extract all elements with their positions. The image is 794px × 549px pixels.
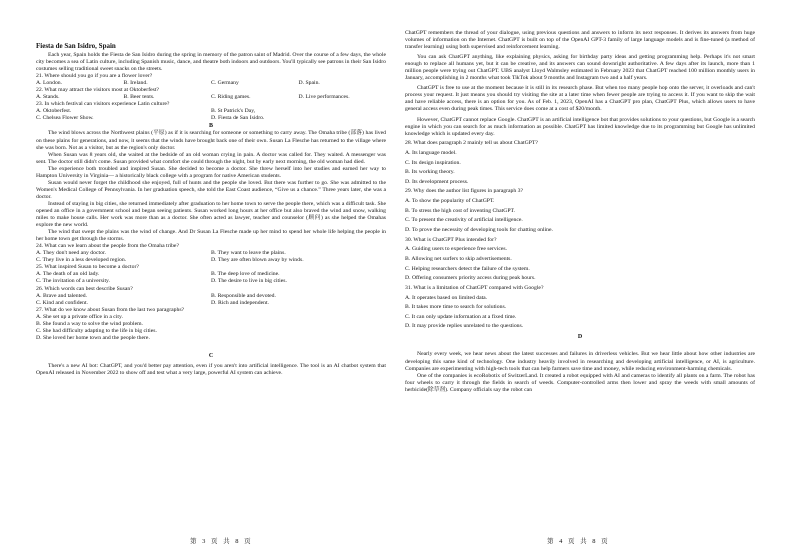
- option-d: D. It may provide replies unrelated to the questions.: [405, 323, 524, 330]
- passage-a-paragraph: Each year, Spain holds the Fiesta de San Isidro during the spring in memory of the patron saint of Madrid. Over the course of a few days, the whole city becomes a sea of Latin culture, including Spanish music, dance, and theatre both indoors and outdoors. You'll typically see patrons in their San Isidro costumes selling traditional sweet snacks on the streets.: [36, 52, 386, 73]
- passage-title: Fiesta de San Isidro, Spain: [36, 42, 116, 50]
- option-c: C. They live in a less developed region.: [36, 257, 127, 264]
- passage-c-paragraph-3: ChatGPT is free to use at the moment because it is still in its research phase. But when too many people hop onto the server, it overloads and can't process your request. It just means you should try visiting the site at a later time when fewer people are trying to access it. If you want to skip the wait and have reliable access, there is an option for you. As of Feb. 1, 2023, OpenAI has a ChatGPT pro plan, ChatGPT Plus, which allows users to have general access even during peak times. This service does come at a cost of $20/month.: [405, 85, 755, 113]
- question-21: [36, 73, 386, 87]
- option-a: A. They don't need any doctor.: [36, 250, 106, 257]
- passage-c-paragraph-4: However, ChatGPT cannot replace Google. ChatGPT is an artificial intelligence bot that provides solutions to your questions, but Google is a search engine in which you can search for as much information as possible. ChatGPT has limited knowledge due to its programming but Google has unlimited knowledge which is updated every day.: [405, 116, 755, 137]
- option-b: B. Ireland.: [123, 80, 148, 87]
- question-stem: 29. Why does the author list figures in paragraph 3?: [405, 188, 524, 195]
- question-22: [36, 87, 386, 101]
- page-footer: 第 3 页 共 8 页: [190, 538, 253, 545]
- question-stem: 23. In which festival can visitors experience Latin culture?: [36, 101, 170, 108]
- option-b: B. Its working theory.: [405, 169, 455, 176]
- question-29: [405, 188, 755, 234]
- option-c: C. Kind and confident.: [36, 299, 88, 306]
- question-stem: 26. Which words can best describe Susan?: [36, 285, 133, 292]
- section-d-heading: D: [577, 334, 583, 341]
- question-25: [36, 264, 386, 285]
- right-column: [405, 30, 755, 394]
- passage-b-paragraph-6: The wind that swept the plains was the wind of change. And Dr Susan La Flesche made up her mind to spend her whole life helping the people in her home town get through the storms.: [36, 229, 386, 243]
- question-stem: 27. What do we know about Susan from the last two paragraphs?: [36, 306, 185, 313]
- option-d: D. They are often blown away by winds.: [211, 257, 304, 264]
- option-c: C. She had difficulty adapting to the life in big cities.: [36, 327, 157, 334]
- question-stem: 22. What may attract the visitors most at Oktoberfest?: [36, 87, 159, 94]
- question-stem: 25. What inspired Susan to become a doctor?: [36, 264, 139, 271]
- passage-b-paragraph-4: Susan would never forget the childhood she enjoyed, full of hunts and the people she loved. But there was further to go. She was admitted to the Women's Medical College of Pennsylvania. In her graduation speech, she told the East Coast audience, “Give us a chance.” Three years later, she was a doctor.: [36, 179, 386, 200]
- option-c: C. Chelsea Flower Show.: [36, 115, 94, 122]
- option-a: A. Guiding users to experience free services.: [405, 246, 508, 253]
- passage-b-paragraph-2: When Susan was 8 years old, she waited at the bedside of an old woman crying in pain. A doctor was called for. They waited. A messenger was sent. The doctor still didn't come. Susan provided what comfort she could through the night, but by early next morning, the old woman had died.: [36, 151, 386, 165]
- option-d: D. Rich and independent.: [211, 299, 269, 306]
- page-footer: 第 4 页 共 8 页: [547, 538, 610, 545]
- option-c: C. Germany: [211, 80, 239, 87]
- option-b: B. To stress the high cost of inventing ChatGPT.: [405, 207, 515, 214]
- question-24: [36, 243, 386, 264]
- option-b: B. It takes more time to search for solutions.: [405, 304, 507, 311]
- option-a: A. The death of an old lady.: [36, 271, 100, 278]
- passage-b-paragraph-1: The wind blows across the Northwest plains (平原) as if it is searching for someone or something to carry away. The Omaha tribe (部落) has lived on these plains for generations, and now, it seems that the winds have brought back one of their own. Susan La Flesche has returned to the village where she was born. Not as a visitor, but as the region's only doctor.: [36, 130, 386, 151]
- question-28: [405, 140, 755, 186]
- passage-d-paragraph-2: One of the companies is ecoRobotix of SwitzerLand. It created a robot equipped with AI and cameras to identify all plants on a farm. The robot has four wheels to carry it through the fields in search of weeds. Computer-controlled arms then lower and spray the weeds with small amounts of herbicide(除草剂). Company officials say the robot can: [405, 372, 755, 393]
- passage-d-paragraph-1: Nearly every week, we hear news about the latest successes and failures in driverless vehicles. But we hear little about how other industries are developing this same kind of technology. One industry heavily involved in researching and developing artificial intelligence, or AI, is agriculture. Companies are experimenting with high-tech tools that can help farmers save time and money, while reducing environment-harming chemicals.: [405, 351, 755, 372]
- option-b: B. The deep love of medicine.: [211, 271, 280, 278]
- option-d: D. The desire to live in big cities.: [211, 278, 287, 285]
- question-23: [36, 101, 386, 122]
- option-d: D. Offering consumers priority access during peak hours.: [405, 275, 536, 282]
- option-c: C. It can only update information at a fixed time.: [405, 313, 517, 320]
- option-a: A. Brave and talented.: [36, 292, 88, 299]
- option-c: C. Riding games.: [211, 94, 251, 101]
- section-b-heading: B: [208, 123, 213, 130]
- option-b: B. They want to leave the plains.: [211, 250, 286, 257]
- option-c: C. To present the creativity of artificial intelligence.: [405, 217, 523, 224]
- option-a: A. It operates based on limited data.: [405, 294, 488, 301]
- option-b: B. She found a way to solve the wind problem.: [36, 320, 143, 327]
- question-27: [36, 307, 386, 342]
- question-stem: 31. What is a limitation of ChatGPT compared with Google?: [405, 284, 544, 291]
- option-a: A. London.: [36, 80, 63, 87]
- option-b: B. Responsible and devoted.: [211, 292, 276, 299]
- question-31: [405, 285, 755, 331]
- right-page: [397, 0, 794, 549]
- option-d: D. Its development process.: [405, 178, 469, 185]
- option-a: A. Stands.: [36, 94, 60, 101]
- option-b: B. Beer tents.: [123, 94, 155, 101]
- question-stem: 30. What is ChatGPT Plus intended for?: [405, 236, 497, 243]
- option-d: D. She loved her home town and the people there.: [36, 334, 150, 341]
- option-d: D. Live performances.: [298, 94, 350, 101]
- question-stem: 28. What does paragraph 2 mainly tell us about ChatGPT?: [405, 140, 538, 147]
- option-b: B. St Patrick's Day,: [211, 108, 256, 115]
- option-a: A. Oktoberfest.: [36, 108, 72, 115]
- passage-b-paragraph-3: The experience both troubled and inspired Susan. She decided to become a doctor. She threw herself into her studies and earned her way to Hampton University in Virginia— a historically black college with a program for native American students.: [36, 165, 386, 179]
- option-c: C. Its design inspiration.: [405, 159, 461, 166]
- question-stem: 24. What can we learn about the people from the Omaha tribe?: [36, 243, 179, 250]
- passage-c-intro: There's a new AI bot: ChatGPT, and you'd better pay attention, even if you aren't into artificial intelligence. The tool is an AI chatbot system that OpenAI released in November 2022 to show off and test what a very large, powerful AI system can achieve.: [36, 362, 386, 376]
- passage-b-paragraph-5: Instead of staying in big cities, she returned immediately after graduation to her home town to serve the people there, which was a difficult task. She opened an office in a government school and began seeing patients. Susan worked long hours at her office but also braved the wind and snow, walking miles to make house calls. Her work was more than as a doctor. She often acted as lawyer, teacher and counselor (顾问) as she helped the Omahas explore the new world.: [36, 200, 386, 229]
- question-26: [36, 286, 386, 307]
- option-d: D. Fiesta de San Isidro.: [211, 115, 265, 122]
- option-d: D. Spain.: [298, 80, 320, 87]
- option-b: B. Allowing net surfers to skip advertisements.: [405, 255, 512, 262]
- left-column: [36, 42, 386, 377]
- option-c: C. The invitation of a university.: [36, 278, 110, 285]
- option-a: A. She set up a private office in a city.: [36, 313, 123, 320]
- passage-c-paragraph-2: You can ask ChatGPT anything, like explaining physics, asking for birthday party ideas and getting programming help. Perhaps it's not smart enough to replace all humans yet, but it can be creative, and its answers can sound downright authoritative. A few days after its launch, more than 1 million people were trying out ChatGPT. UBS analyst Lloyd Walmsley estimated in February 2023 that ChatGPT reached 100 million monthly users in January, accomplishing in 2 months what took TikTok about 9 months and Instagram two and a half years.: [405, 54, 755, 82]
- option-a: A. To show the popularity of ChatGPT.: [405, 198, 495, 205]
- passage-c-paragraph-1: ChatGPT remembers the thread of your dialogue, using previous questions and answers to inform its next responses. It derives its answers from huge volumes of information on the Internet. ChatGPT is built on top of the OpenAI GPT-3 family of large language models and is fine-tuned (a method of transfer learning) using both supervised and reinforcement learning.: [405, 30, 755, 51]
- option-d: D. To prove the necessity of developing tools for chatting online.: [405, 227, 553, 234]
- section-c-heading: C: [208, 352, 214, 359]
- question-stem: 21. Where should you go if you are a flower lover?: [36, 73, 153, 80]
- question-30: [405, 237, 755, 283]
- option-a: A. Its language model.: [405, 149, 457, 156]
- option-c: C. Helping researchers detect the failure of the system.: [405, 265, 530, 272]
